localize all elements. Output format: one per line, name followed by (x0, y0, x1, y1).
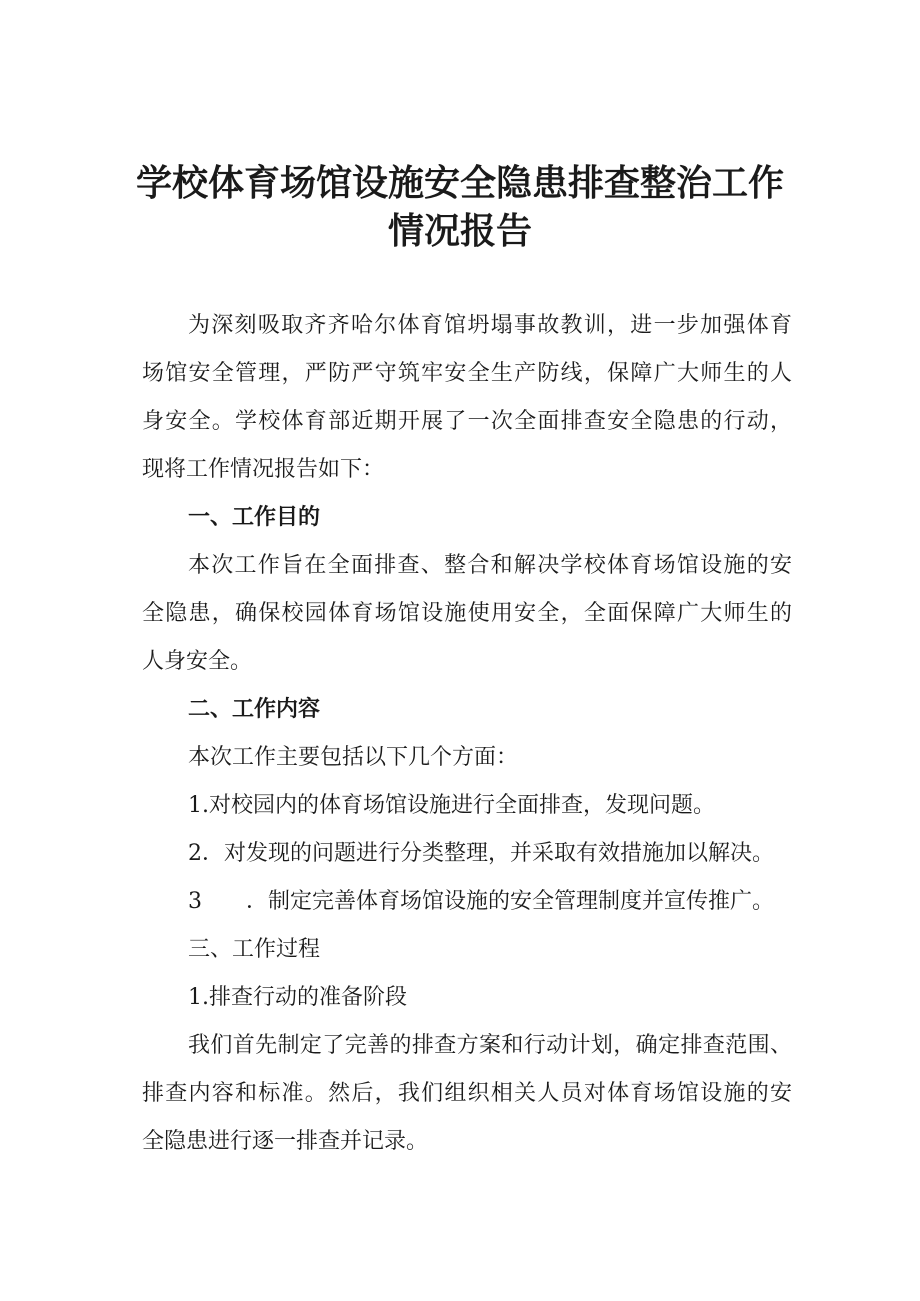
intro-line-1: 为深刻吸取齐齐哈尔体育馆坍塌事故教训，进一步加强体育 (188, 313, 792, 338)
intro-line-4: 现将工作情况报告如下： (142, 457, 385, 482)
document-title-line1: 学校体育场馆设施安全隐患排查整治工作 (135, 163, 784, 204)
section2-heading: 二、工作内容 (188, 697, 321, 722)
section3-line-2: 排查内容和标准。然后，我们组织相关人员对体育场馆设施的安 (142, 1081, 792, 1106)
document-title-line2: 情况报告 (387, 211, 532, 252)
section2-lead: 本次工作主要包括以下几个方面： (188, 745, 519, 770)
section2-item-1: 1.对校园内的体育场馆设施进行全面排查，发现问题。 (188, 793, 715, 818)
section1-line-3: 人身安全。 (142, 649, 253, 674)
section1-heading: 一、工作目的 (188, 505, 321, 530)
section3-line-3: 全隐患进行逐一排查并记录。 (142, 1129, 429, 1154)
section1-line-2: 全隐患，确保校园体育场馆设施使用安全，全面保障广大师生的 (142, 601, 792, 626)
intro-line-3: 身安全。学校体育部近期开展了一次全面排查安全隐患的行动， (142, 409, 792, 434)
section2-item-3-number: 3 (188, 889, 202, 914)
section2-item-3 (142, 878, 792, 926)
section3-subheading-1: 1.排查行动的准备阶段 (188, 985, 407, 1010)
intro-line-2: 场馆安全管理，严防严守筑牢安全生产防线，保障广大师生的人 (142, 361, 792, 386)
section2-item-2: 2．对发现的问题进行分类整理，并采取有效措施加以解决。 (188, 841, 774, 866)
section3-line-1: 我们首先制定了完善的排查方案和行动计划，确定排查范围、 (188, 1033, 792, 1058)
section3-heading: 三、工作过程 (188, 937, 321, 962)
section2-item-3-text: ．制定完善体育场馆设施的安全管理制度并宣传推广。 (246, 889, 775, 914)
document-body (142, 302, 792, 1166)
section1-line-1: 本次工作旨在全面排查、整合和解决学校体育场馆设施的安 (188, 553, 792, 578)
